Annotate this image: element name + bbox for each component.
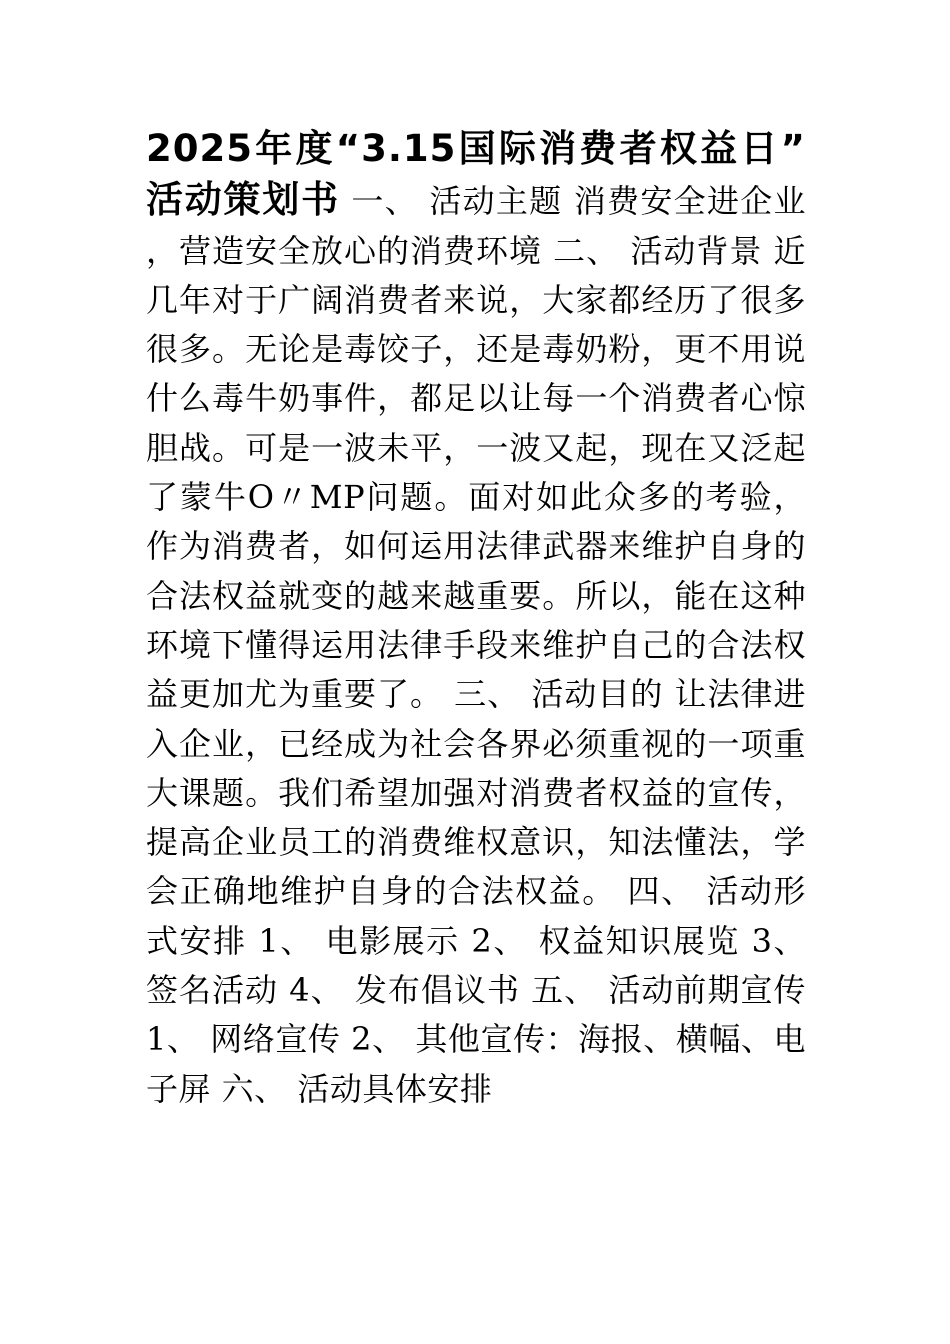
document-body: 一、 活动主题 消费安全进企业，营造安全放心的消费环境 二、 活动背景 近几年对于广阔消费者来说，大家都经历了很多很多。无论是毒饺子，还是毒奶粉，更不用说什么毒牛奶事件，都足以让每一个消费者心惊胆战。可是一波未平，一波又起，现在又泛起了蒙牛O〃MP问题。面对如此众多的考验，作为消费者，如何运用法律武器来维护自身的合法权益就变的越来越重要。所以，能在这种环境下懂得运用法律手段来维护自己的合法权益更加尤为重要了。 三、 活动目的 让法律进入企业，已经成为社会各界必须重视的一项重大课题。我们希望加强对消费者权益的宣传，提高企业员工的消费维权意识，知法懂法，学会正确地维护自身的合法权益。 四、 活动形式安排 1、 电影展示 2、 权益知识展览 3、 签名活动 4、 发布倡议书 五、 活动前期宣传 1、 网络宣传 2、 其他宣传：海报、横幅、电子屏 六、 活动具体安排	[146, 182, 806, 1108]
document-title: 2025年度“3.15国际消费者权益日”活动策划书	[146, 127, 806, 222]
document-content	[146, 124, 806, 1114]
